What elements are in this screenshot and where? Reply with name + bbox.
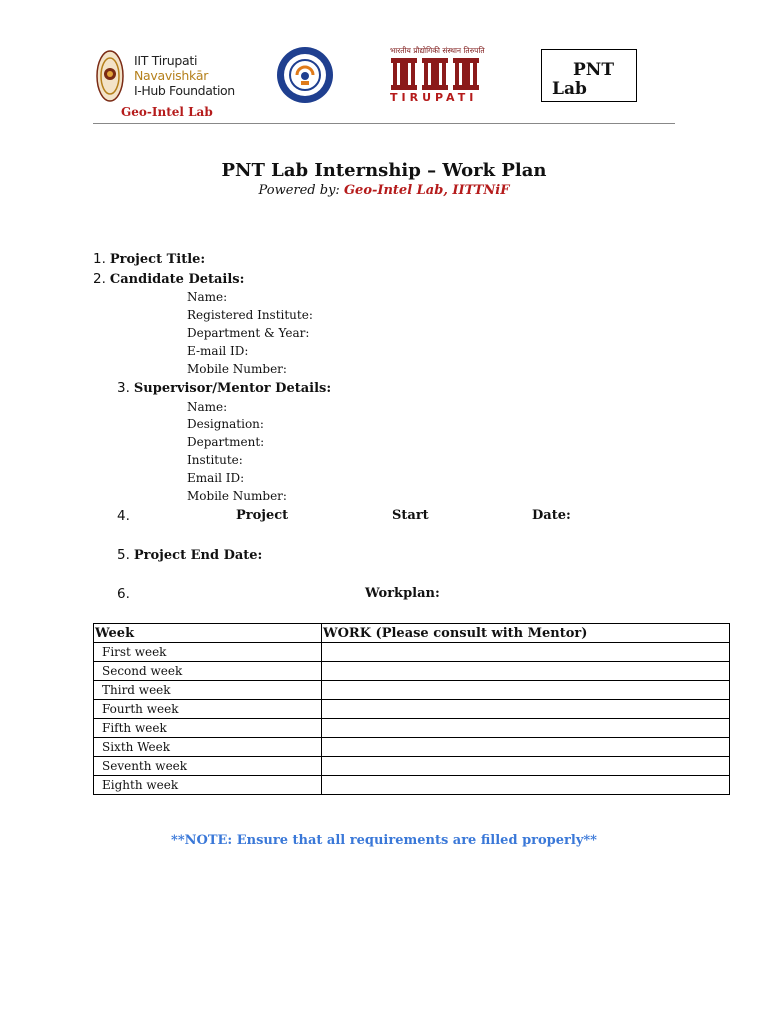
candidate-field: Mobile Number:: [187, 362, 287, 376]
powered-by-line: [0, 183, 768, 198]
powered-by-value: Geo-Intel Lab, IITTNiF: [343, 183, 510, 198]
work-cell[interactable]: [322, 757, 730, 776]
week-cell: Sixth Week: [94, 738, 322, 757]
table-row: [94, 776, 730, 795]
pnt-logo-line1: PNT: [573, 60, 614, 80]
table-row: [94, 738, 730, 757]
candidate-field: Name:: [187, 290, 228, 304]
table-row: [94, 662, 730, 681]
section-project-start-word2: Start: [392, 508, 429, 523]
week-cell: First week: [94, 643, 322, 662]
section-workplan-label: Workplan:: [365, 586, 440, 601]
supervisor-field: Designation:: [187, 417, 264, 431]
circular-emblem-icon: [275, 45, 335, 105]
section-supervisor-details: 3. Supervisor/Mentor Details:: [117, 380, 332, 396]
week-cell: Fifth week: [94, 719, 322, 738]
section-candidate-details: 2. Candidate Details:: [93, 271, 245, 287]
logo1-line2: Navavishkār: [134, 68, 209, 83]
table-header-work: WORK (Please consult with Mentor): [322, 624, 730, 643]
week-cell: Fourth week: [94, 700, 322, 719]
week-cell: Third week: [94, 681, 322, 700]
candidate-field: Registered Institute:: [187, 308, 313, 322]
work-cell[interactable]: [322, 719, 730, 738]
logo1-line1: IIT Tirupati: [134, 53, 198, 68]
iittnif-logo: [94, 48, 244, 106]
iit-bars-icon: [391, 58, 479, 90]
supervisor-field: Mobile Number:: [187, 489, 287, 503]
supervisor-field: Department:: [187, 435, 265, 449]
section-workplan-number: 6.: [117, 586, 130, 602]
candidate-field: E-mail ID:: [187, 344, 249, 358]
logo1-line3: I-Hub Foundation: [134, 83, 235, 98]
section-project-start-word1: Project: [236, 508, 289, 523]
work-cell[interactable]: [322, 662, 730, 681]
note-text: **NOTE: Ensure that all requirements are filled properly**: [171, 833, 597, 848]
section-project-start-word3: Date:: [532, 508, 571, 523]
supervisor-field: Email ID:: [187, 471, 245, 485]
table-header-week: Week: [94, 624, 322, 643]
table-row: [94, 700, 730, 719]
logo3-hindi-text: भारतीय प्रौद्योगिकी संस्थान तिरुपति: [390, 46, 485, 55]
pnt-logo-line2: Lab: [552, 79, 587, 99]
section-project-end-date: 5. Project End Date:: [117, 547, 263, 563]
table-row: [94, 757, 730, 776]
section-project-start-number: 4.: [117, 508, 130, 524]
table-row: [94, 681, 730, 700]
powered-by-label: Powered by:: [258, 183, 344, 198]
table-header-row: [94, 624, 730, 643]
section-project-title: 1. Project Title:: [93, 251, 206, 267]
logo3-tirupati: TIRUPATI: [390, 91, 478, 104]
supervisor-field: Name:: [187, 400, 228, 414]
work-cell[interactable]: [322, 700, 730, 719]
iit-tirupati-logo: [388, 46, 485, 106]
week-cell: Second week: [94, 662, 322, 681]
work-cell[interactable]: [322, 643, 730, 662]
candidate-field: Department & Year:: [187, 326, 310, 340]
work-cell[interactable]: [322, 776, 730, 795]
work-cell[interactable]: [322, 681, 730, 700]
seal-icon: [96, 50, 124, 102]
work-cell[interactable]: [322, 738, 730, 757]
table-row: [94, 719, 730, 738]
supervisor-field: Institute:: [187, 453, 243, 467]
week-cell: Seventh week: [94, 757, 322, 776]
document-title: PNT Lab Internship – Work Plan: [221, 160, 547, 181]
header-divider: [93, 123, 675, 124]
workplan-table: [93, 623, 730, 795]
week-cell: Eighth week: [94, 776, 322, 795]
geo-intel-lab-label: Geo-Intel Lab: [121, 105, 213, 119]
table-row: [94, 643, 730, 662]
pnt-lab-logo-box: [541, 49, 637, 102]
